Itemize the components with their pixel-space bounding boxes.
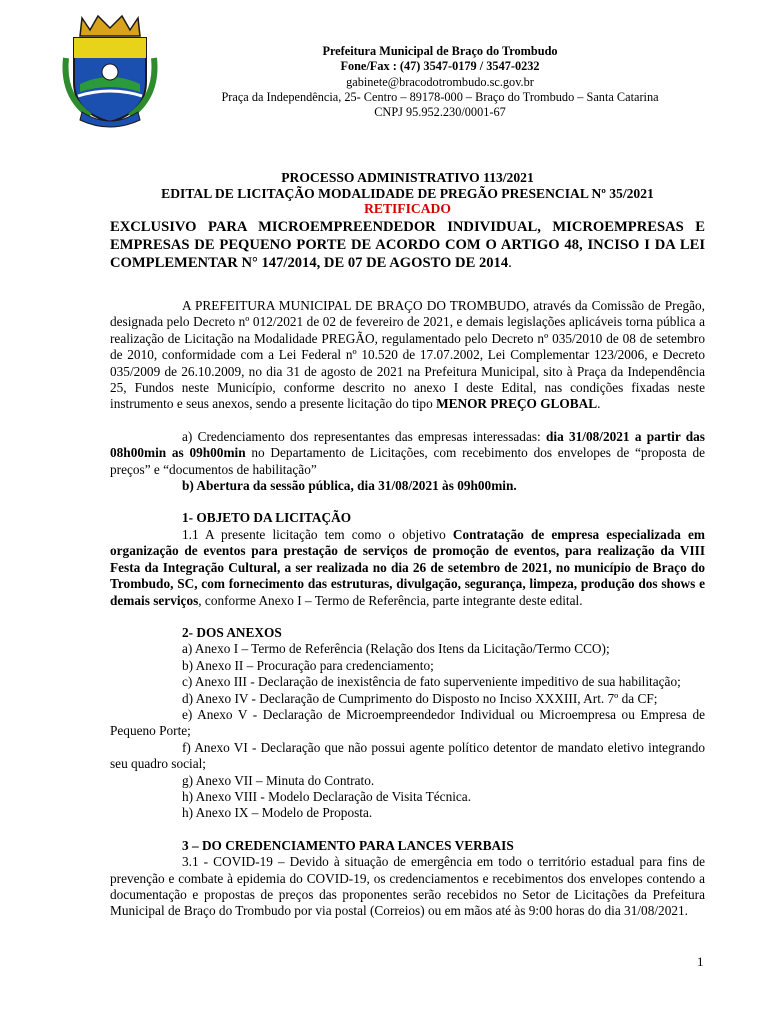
section1-prefix: 1.1 A presente licitação tem como o objetivo <box>182 526 453 542</box>
exclusive-notice <box>110 218 705 272</box>
header-email: gabinete@bracodotrombudo.sc.gov.br <box>346 74 534 89</box>
section1-rest: , conforme Anexo I – Termo de Referência, parte integrante deste edital. <box>198 592 583 608</box>
annex-item: c) Anexo III - Declaração de inexistência de fato superveniente impeditivo de sua habilitação; <box>182 674 681 690</box>
cred-a-rest: no Departamento de Licitações, com recebimento dos envelopes de “proposta de preços” e “documentos de habilitação” <box>110 445 705 477</box>
section2-title: 2- DOS ANEXOS <box>182 624 282 640</box>
header-municipality: Prefeitura Municipal de Braço do Trombudo <box>322 44 558 58</box>
process-title: PROCESSO ADMINISTRATIVO 113/2021 <box>281 170 534 185</box>
credenciamento-b: b) Abertura da sessão pública, dia 31/08/2021 às 09h00min. <box>182 478 517 494</box>
retificado-label: RETIFICADO <box>364 201 451 216</box>
edital-title: EDITAL DE LICITAÇÃO MODALIDADE DE PREGÃO PRESENCIAL Nº 35/2021 <box>161 185 654 201</box>
intro-bold: MENOR PREÇO GLOBAL <box>436 396 598 412</box>
document-body <box>110 298 705 920</box>
annex-item: h) Anexo VIII - Modelo Declaração de Visita Técnica. <box>182 788 472 804</box>
exclusive-text: EXCLUSIVO PARA MICROEMPREENDEDOR INDIVIDUAL, MICROEMPRESAS E EMPRESAS DE PEQUENO PORTE DE ACORDO COM O ARTIGO 48, INCISO I DA LEI COMPLEMENTAR N° 147/2014, DE 07 DE AGOSTO DE 2014 <box>110 219 705 271</box>
annex-item: b) Anexo II – Procuração para credenciamento; <box>182 657 434 673</box>
intro-end: . <box>597 396 601 412</box>
document-titles <box>110 170 705 217</box>
header-phone: Fone/Fax : (47) 3547-0179 / 3547-0232 <box>340 59 540 74</box>
header-address: Praça da Independência, 25- Centro – 89178-000 – Braço do Trombudo – Santa Catarina <box>221 89 659 104</box>
section3-title: 3 – DO CREDENCIAMENTO PARA LANCES VERBAIS <box>182 837 514 853</box>
annex-item: d) Anexo IV - Declaração de Cumprimento do Disposto no Inciso XXXIII, Art. 7º da CF; <box>182 690 658 706</box>
annex-item: h) Anexo IX – Modelo de Proposta. <box>182 805 373 821</box>
page-number: 1 <box>697 954 704 969</box>
section1-bold: Contratação de empresa especializada em organização de eventos para prestação de serviços de promoção de eventos, para realização da VIII Festa da Integração Cultural, a ser realizada no dia 26 de setembro de 2021, no município de Braço do Trombudo, SC, com fornecimento das estruturas, divulgação, segurança, limpeza, produção dos shows e demais serviços <box>110 526 705 608</box>
annex-item: a) Anexo I – Termo de Referência (Relação dos Itens da Licitação/Termo CCO); <box>182 641 610 657</box>
header-cnpj: CNPJ 95.952.230/0001-67 <box>374 105 506 120</box>
intro-text: A PREFEITURA MUNICIPAL DE BRAÇO DO TROMBUDO, através da Comissão de Pregão, designada pelo Decreto nº 012/2021 de 02 de fevereiro de 2021, e demais legislações aplicáveis torna pública a realização de Licitação na Modalidade PREGÃO, regulamentado pelo Decreto nº 035/2010 de 08 de setembro de 2010, conformidade com a Lei Federal nº 10.520 de 17.07.2002, Lei Complementar 123/2006, e Decreto 035/2009 de 26.10.2009, no dia 31 de agosto de 2021 na Prefeitura Municipal, sito à Praça da Independência 25, Fundos neste Município, conforme descrito no anexo I deste Edital, nas condições fixadas neste instrumento e seus anexos, sendo a presente licitação do tipo <box>110 298 705 412</box>
cred-a-bold: dia 31/08/2021 a partir das 08h00min as 09h00min <box>110 428 705 461</box>
municipal-header <box>190 44 690 120</box>
cred-a-prefix: a) Credenciamento dos representantes das empresas interessadas: <box>182 428 546 444</box>
exclusive-period: . <box>508 255 512 271</box>
municipal-coat-of-arms <box>60 12 160 132</box>
section1-paragraph <box>110 527 705 609</box>
credenciamento-a <box>110 429 705 478</box>
section1-title: 1- OBJETO DA LICITAÇÃO <box>182 510 352 526</box>
annex-item: e) Anexo V - Declaração de Microempreendedor Individual ou Microempresa ou Empresa de Pequeno Porte; <box>110 706 705 739</box>
annex-item: f) Anexo VI - Declaração que não possui agente político detentor de mandato eletivo integrando seu quadro social; <box>110 739 705 772</box>
section3-paragraph: 3.1 - COVID-19 – Devido à situação de emergência em todo o território estadual para fins de prevenção e combate à epidemia do COVID-19, os credenciamentos e recebimentos dos envelopes contendo a documentação e propostas de preços das proponentes serão recebidos no Setor de Licitações da Prefeitura Municipal de Braço do Trombudo por via postal (Correios) ou em mãos até às 9:00 horas do dia 31/08/2021. <box>110 854 705 919</box>
annex-item: g) Anexo VII – Minuta do Contrato. <box>182 772 375 788</box>
intro-paragraph <box>110 298 705 413</box>
